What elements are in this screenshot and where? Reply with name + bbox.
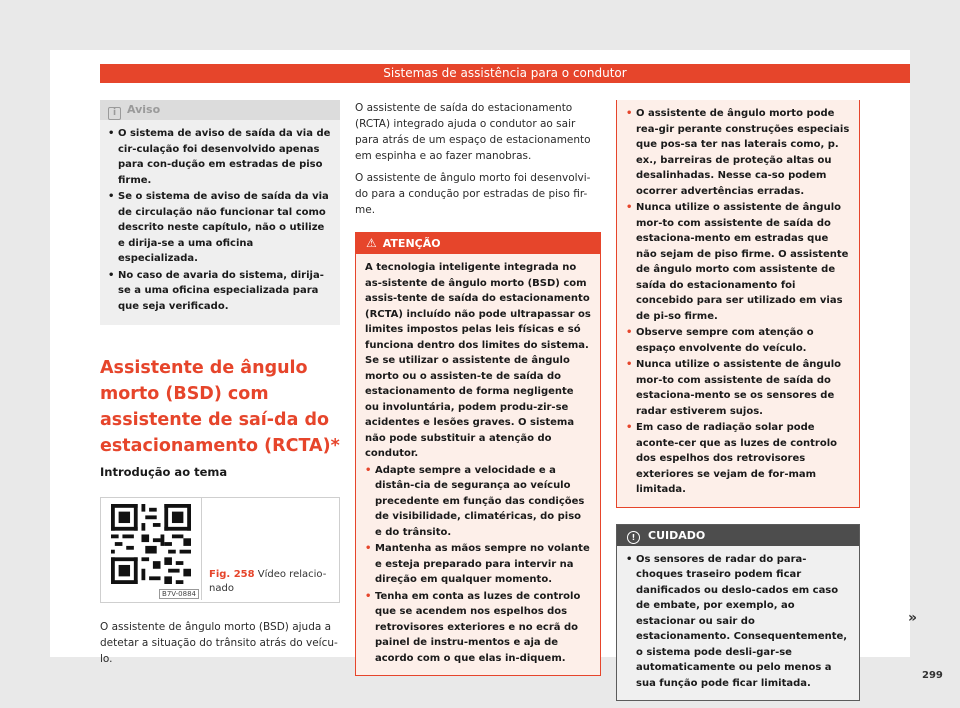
warning-body <box>356 254 600 675</box>
notice-header <box>100 100 340 120</box>
column-right <box>616 100 860 701</box>
notice-item: • O sistema de aviso de saída da via de cir-culação foi desenvolvido apenas para con-dução em estradas de piso firme. <box>108 126 332 188</box>
warning-item: • Adapte sempre a velocidade e a distân-cia de segurança ao veículo precedente em função das condições de visibilidade, climatéricas, do piso e do trânsito. <box>365 463 591 541</box>
notice-title: Aviso <box>127 103 161 116</box>
qr-code-icon <box>111 504 191 584</box>
body-paragraph: O assistente de ângulo morto foi desenvolvi-do para a condução por estradas de piso fir-me. <box>355 172 591 216</box>
notice-box <box>100 100 340 325</box>
caution-box <box>616 524 860 702</box>
manual-page <box>50 50 943 689</box>
warning-body <box>617 100 859 507</box>
warning-item: • O assistente de ângulo morto pode rea-gir perante construções especiais que pos-sa ter nas laterais como, p. ex., barreiras de proteção altas ou desalinhadas. Nesse ca-so podem ocorrer advertências erradas. <box>626 106 850 199</box>
body-paragraph: O assistente de ângulo morto (BSD) ajuda a detetar a situação do trânsito atrás do veícu-lo. <box>100 621 338 665</box>
continue-arrow-icon: » <box>908 610 918 626</box>
body-paragraph: O assistente de saída do estacionamento (RCTA) integrado ajuda o condutor ao sair para atrás de um espaço de estacionamento em espinha e ao fazer manobras. <box>355 102 591 162</box>
warning-item: • Tenha em conta as luzes de controlo que se acendem nos espelhos dos retrovisores exteriores e no ecrã do painel de instru-mentos e aja de acordo com o que elas in-diquem. <box>365 589 591 667</box>
figure-caption <box>209 568 339 596</box>
qr-code[interactable] <box>101 498 202 600</box>
page-number: 299 <box>922 670 943 681</box>
warning-item: • Em caso de radiação solar pode aconte-cer que as luzes de controlo dos espelhos dos retrovisores exteriores se vejam de for-mam limitada. <box>626 420 850 498</box>
page-header: Sistemas de assistência para o condutor <box>100 64 910 83</box>
section-subtitle: Introdução ao tema <box>100 465 228 479</box>
warning-item: • Nunca utilize o assistente de ângulo mor-to com assistente de saída do estaciona-mento em estradas que não sejam de piso firme. O assistente de ângulo morto com assistente de saída do estacionamento foi concebido para ser utilizado em vias de pi-so firme. <box>626 200 850 324</box>
figure-caption-text: Vídeo relacio-nado <box>209 569 327 594</box>
warning-title: ATENÇÃO <box>382 237 441 250</box>
section-title: Assistente de ângulo morto (BSD) com assistente de saí-da do estacionamento (RCTA)* <box>100 358 340 456</box>
caution-item: • Os sensores de radar do para-choques traseiro podem ficar danificados ou deslo-cados em caso de embate, por exemplo, ao estacionar ou sair do estacionamento. Consequentemente, o sistema pode desli-gar-se automaticamente ou pelo menos a sua função pode ficar limitada. <box>626 552 850 692</box>
notice-item: • No caso de avaria do sistema, dirija-se a uma oficina especializada para que seja verificado. <box>108 268 332 315</box>
figure-code: B7V-0884 <box>159 589 199 599</box>
caution-title: CUIDADO <box>648 528 706 542</box>
warning-intro: A tecnologia inteligente integrada no as-sistente de ângulo morto (BSD) com assis-tente de saída do estacionamento (RCTA) incluído não pode ultrapassar os limites impostos pelas leis físicas e só funciona dentro dos limites do sistema. Se se utilizar o assistente de ângulo morto ou o assisten-te de saída do estacionamento de forma negligente ou involuntária, podem produ-zir-se acidentes e lesões graves. O sistema não pode substituir a atenção do condutor. <box>365 262 591 459</box>
figure-number: Fig. 258 <box>209 569 255 580</box>
warning-triangle-icon: ⚠ <box>366 236 377 250</box>
exclamation-circle-icon: ! <box>627 531 640 544</box>
warning-box-continued <box>616 100 860 508</box>
notice-body <box>100 120 340 325</box>
caution-body <box>617 546 859 701</box>
column-middle <box>355 100 601 676</box>
notice-item: • Se o sistema de aviso de saída da via de circulação não funcionar tal como descrito neste capítulo, não o utilize e dirija-se a uma oficina especializada. <box>108 189 332 267</box>
caution-header <box>617 525 859 546</box>
warning-item: • Nunca utilize o assistente de ângulo mor-to com assistente de saída do estaciona-mento se os sensores de radar estiverem sujos. <box>626 357 850 419</box>
warning-header <box>356 233 600 254</box>
figure <box>100 497 340 603</box>
warning-item: • Mantenha as mãos sempre no volante e esteja preparado para intervir na direção em qualquer momento. <box>365 541 591 588</box>
warning-box <box>355 232 601 676</box>
info-icon: i <box>108 107 121 120</box>
warning-item: • Observe sempre com atenção o espaço envolvente do veículo. <box>626 325 850 356</box>
column-left <box>100 100 340 667</box>
